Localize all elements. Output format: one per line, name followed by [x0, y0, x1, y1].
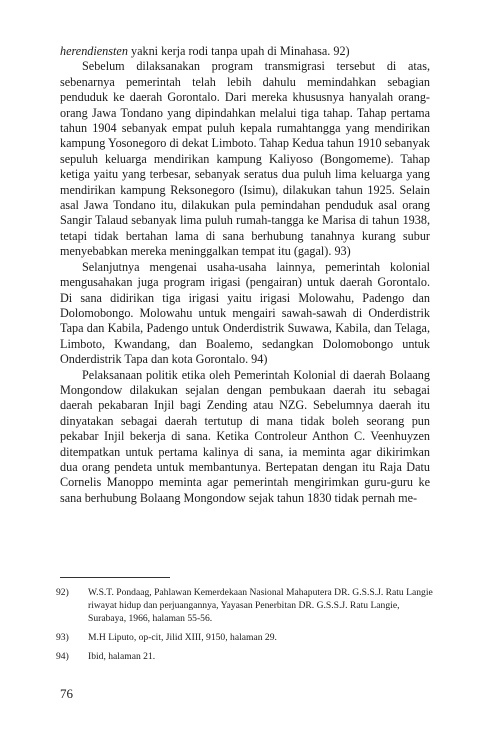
footnotes — [56, 586, 434, 669]
footnote-divider — [60, 577, 170, 578]
italic-term: herendiensten — [60, 44, 128, 58]
paragraph-text: Selanjutnya mengenai usaha-usaha lainnya, pemerintah kolonial mengusahakan juga program irigasi (pengairan) untuk daerah Gorontalo. Di sana didirikan tiga irigasi yaitu irigasi Molowahu, Padengo dan Dolomobongo. Molowahu untuk mengairi sawah-sawah di Onderdistrik Tapa dan Kabila, Padengo untuk Onderdistrik Suwawa, Kabila, dan Telaga, Limboto, Kwandang, dan Boalemo, sedangkan Dolomobongo untuk Onderdistrik Tapa dan kota Gorontalo. 94) — [60, 259, 430, 367]
paragraph-text: Sebelum dilaksanakan program transmigrasi tersebut di atas, sebenarnya pemerintah telah lebih dahulu memindahkan sebagian penduduk ke daerah Gorontalo. Dari mereka khususnya hanyalah orang-orang Jawa Tondano yang dipindahkan melalui tiga tahap. Tahap pertama tahun 1904 sebanyak empat puluh kepala rumahtangga yang mendirikan kampung Yosonegoro di dekat Limboto. Tahap Kedua tahun 1910 sebanyak sepuluh keluarga mendirikan kampung Kaliyoso (Bongomeme). Tahap ketiga yaitu yang terbesar, sebanyak seratus dua puluh lima keluarga yang mendirikan kampung Reksonegoro (Isimu), dilakukan tahun 1925. Selain asal Jawa Tondano itu, dilakukan pula pemindahan penduduk asal orang Sangir Talaud sebanyak lima puluh rumah-tangga ke Marisa di tahun 1938, tetapi tidak bertahan lama di sana berhubung tanahnya kurang subur menyebabkan mereka meninggalkan tempat itu (gagal). 93) — [60, 59, 430, 259]
footnote-93 — [56, 631, 434, 644]
page-number: 76 — [60, 686, 73, 701]
paragraph-text: Pelaksanaan politik etika oleh Pemerintah Kolonial di daerah Bolaang Mongondow dilakukan sejalan dengan pembukaan daerah itu sebagai daerah pekabaran Injil bagi Zending atau NZG. Sebelumnya daerah itu dinyatakan sebagai daerah tertutup di mana tidak boleh seorang pun pekabar Injil bekerja di sana. Ketika Controleur Anthon C. Veenhuyzen ditempatkan untuk pertama kalinya di sana, ia meminta agar dikirimkan dua orang pendeta untuk membantunya. Bertepatan dengan itu Raja Datu Cornelis Manoppo meminta agar pemerintah mengirimkan guru-guru ke sana berhubung Bolaang Mongondow sejak tahun 1830 tidak pernah me- — [60, 367, 430, 505]
paragraph-1 — [60, 44, 430, 59]
footnote-text: M.H Liputo, op-cit, Jilid XIII, 9150, halaman 29. — [88, 632, 277, 643]
footnote-94 — [56, 650, 434, 663]
footnote-number: 92) — [56, 587, 69, 598]
footnote-number: 94) — [56, 651, 69, 662]
paragraph-4 — [60, 368, 430, 507]
paragraph-3 — [60, 260, 430, 368]
paragraph-2 — [60, 59, 430, 259]
footnote-number: 93) — [56, 632, 69, 643]
paragraph-text: yakni kerja rodi tanpa upah di Minahasa. 92) — [127, 44, 350, 58]
main-text — [60, 44, 430, 506]
footnote-text: W.S.T. Pondaag, Pahlawan Kemerdekaan Nasional Mahaputera DR. G.S.S.J. Ratu Langie riwayat hidup dan perjuangannya, Yayasan Penerbitan DR. G.S.S.J. Ratu Langie, Surabaya, 1966, halaman 55-56. — [88, 587, 433, 624]
footnote-text: Ibid, halaman 21. — [88, 651, 156, 662]
footnote-92 — [56, 586, 434, 625]
